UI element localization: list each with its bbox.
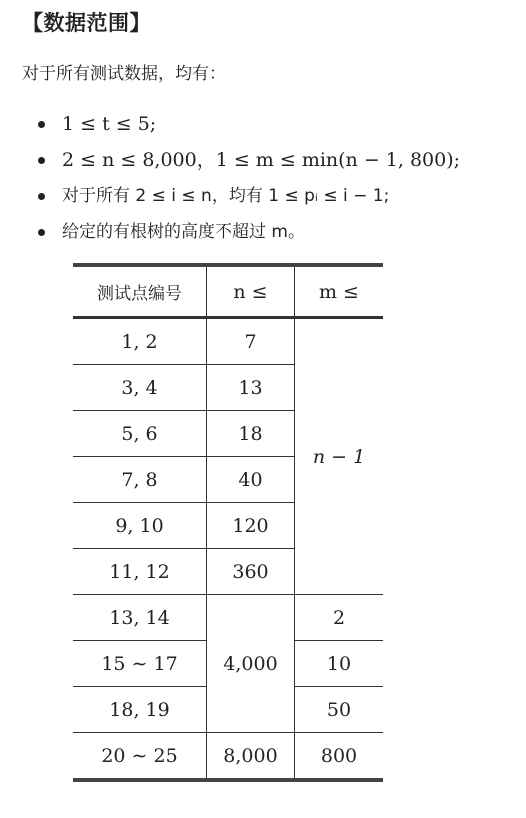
constraint-item: [36, 182, 460, 218]
cell-case: 13, 14: [73, 595, 207, 641]
constraint-p: 对于所有 2 ≤ i ≤ n，均有 1 ≤ pᵢ ≤ i − 1;: [62, 186, 390, 206]
cell-n: 120: [207, 503, 295, 549]
cell-n-merged: 4,000: [207, 595, 295, 733]
cell-n: 18: [207, 411, 295, 457]
cell-case: 7, 8: [73, 457, 207, 503]
cell-case: 9, 10: [73, 503, 207, 549]
header-m: m ≤: [295, 265, 384, 318]
cell-n: 360: [207, 549, 295, 595]
cell-case: 18, 19: [73, 687, 207, 733]
cell-case: 11, 12: [73, 549, 207, 595]
cell-case: 20 ∼ 25: [73, 733, 207, 781]
constraint-item: [36, 218, 460, 254]
cell-m: 50: [295, 687, 384, 733]
cell-m-merged: n − 1: [295, 318, 384, 595]
table-row: [73, 318, 383, 365]
intro-text: 对于所有测试数据，均有：: [22, 64, 226, 84]
constraint-item: [36, 110, 460, 146]
cell-m: 800: [295, 733, 384, 781]
constraint-t: 1 ≤ t ≤ 5;: [62, 113, 157, 135]
cell-case: 5, 6: [73, 411, 207, 457]
cell-m: 2: [295, 595, 384, 641]
cell-n: 40: [207, 457, 295, 503]
table-row: [73, 595, 383, 641]
cell-case: 3, 4: [73, 365, 207, 411]
constraint-item: [36, 146, 460, 182]
cell-case: 1, 2: [73, 318, 207, 365]
cell-case: 15 ∼ 17: [73, 641, 207, 687]
cell-m: 10: [295, 641, 384, 687]
limits-table: [73, 263, 383, 782]
constraint-n-m: 2 ≤ n ≤ 8,000，1 ≤ m ≤ min(n − 1, 800);: [62, 149, 461, 171]
cell-n: 7: [207, 318, 295, 365]
cell-n: 8,000: [207, 733, 295, 781]
constraint-list: [36, 110, 460, 254]
section-title: 【数据范围】: [22, 11, 151, 35]
constraint-height: 给定的有根树的高度不超过 m。: [62, 222, 305, 242]
cell-n: 13: [207, 365, 295, 411]
header-case: 测试点编号: [73, 265, 207, 318]
header-n: n ≤: [207, 265, 295, 318]
table-header-row: [73, 265, 383, 318]
table-row: [73, 733, 383, 781]
